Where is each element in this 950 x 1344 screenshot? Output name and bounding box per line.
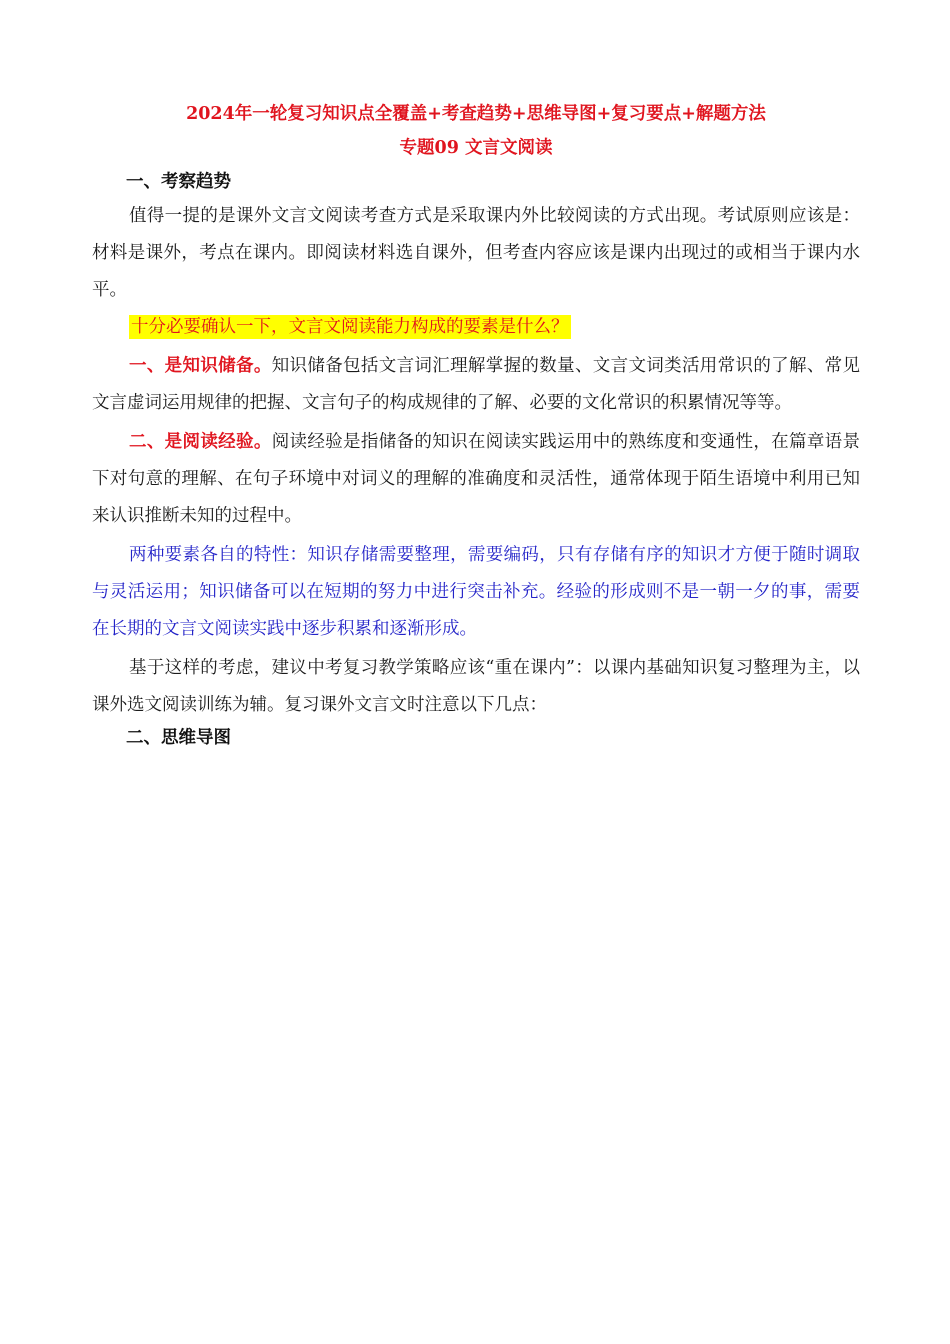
section-heading-trend: 一、考察趋势: [126, 172, 231, 192]
point1-label: 一、是知识储备。: [129, 356, 272, 376]
highlighted-question: [92, 309, 860, 346]
paragraph-intro: 值得一提的是课外文言文阅读考查方式是采取课内外比较阅读的方式出现。考试原则应该是：材料是课外，考点在课内。即阅读材料选自课外，但考查内容应该是课内出现过的或相当于课内水平。: [92, 206, 860, 300]
section-heading-mindmap: 二、思维导图: [126, 728, 231, 748]
paragraph-characteristics: 两种要素各自的特性：知识存储需要整理，需要编码，只有存储有序的知识才方便于随时调取与灵活运用；知识储备可以在短期的努力中进行突击补充。经验的形成则不是一朝一夕的事，需要在长期的文言文阅读实践中逐步积累和逐渐形成。: [92, 545, 860, 639]
document-subtitle: 专题09 文言文阅读: [399, 138, 553, 158]
point1-text: 知识储备包括文言词汇理解掌握的数量、文言文词类活用常识的了解、常见文言虚词运用规律的把握、文言句子的构成规律的了解、必要的文化常识的积累情况等等。: [92, 356, 861, 413]
paragraph-strategy: 基于这样的考虑，建议中考复习教学策略应该“重在课内”：以课内基础知识复习整理为主，以课外选文阅读训练为辅。复习课外文言文时注意以下几点：: [92, 658, 860, 715]
highlight-text: 十分必要确认一下，文言文阅读能力构成的要素是什么？: [131, 317, 569, 337]
point2-label: 二、是阅读经验。: [129, 432, 272, 452]
document-title: 2024年一轮复习知识点全覆盖+考查趋势+思维导图+复习要点+解题方法: [186, 104, 766, 124]
paragraph-knowledge: [92, 348, 860, 422]
paragraph-experience: [92, 424, 860, 535]
point2-text: 阅读经验是指储备的知识在阅读实践运用中的熟练度和变通性，在篇章语景下对句意的理解、在句子环境中对词义的理解的准确度和灵活性，通常体现于陌生语境中利用已知来认识推断未知的过程中。: [92, 432, 861, 526]
